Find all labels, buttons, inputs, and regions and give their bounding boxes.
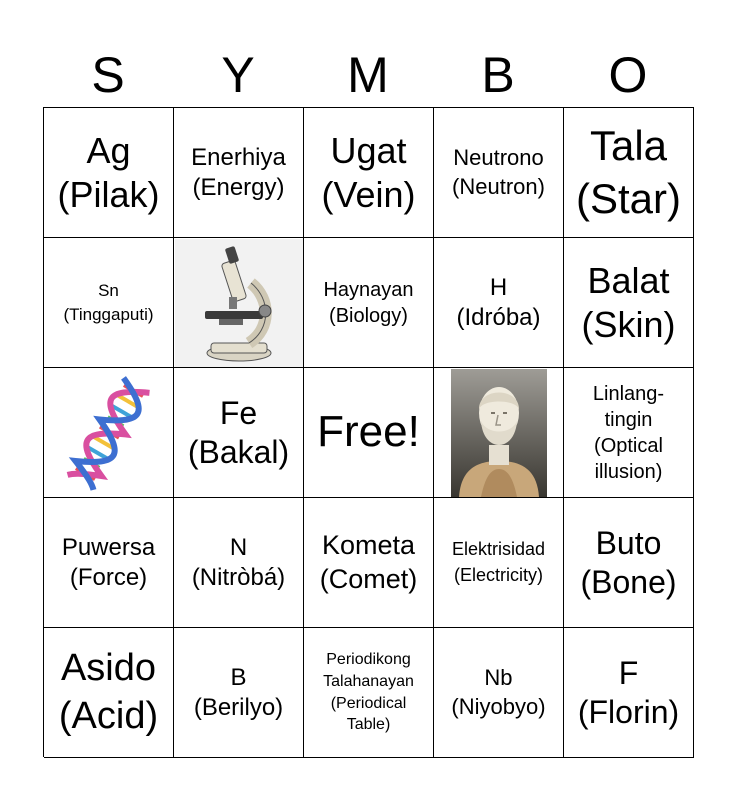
bingo-cell[interactable]: Kometa (Comet) bbox=[304, 498, 434, 628]
bingo-cell[interactable]: Balat (Skin) bbox=[564, 238, 694, 368]
header-letter-y: Y bbox=[221, 47, 255, 103]
bingo-cell-bust[interactable] bbox=[434, 368, 564, 498]
bingo-cell-dna[interactable] bbox=[44, 368, 174, 498]
bingo-cell[interactable]: N (Nitròbá) bbox=[174, 498, 304, 628]
dna-helix-icon bbox=[54, 374, 164, 492]
bingo-cell[interactable]: Tala (Star) bbox=[564, 108, 694, 238]
bingo-cell[interactable]: Asido (Acid) bbox=[44, 628, 174, 758]
bingo-cell[interactable]: Neutrono (Neutron) bbox=[434, 108, 564, 238]
bingo-cell[interactable]: Enerhiya (Energy) bbox=[174, 108, 304, 238]
aristotle-bust-image bbox=[451, 369, 547, 497]
bingo-cell[interactable]: Periodikong Talahanayan (Periodical Table) bbox=[304, 628, 434, 758]
header-letter-b: B bbox=[481, 47, 515, 103]
bingo-cell[interactable]: Haynayan (Biology) bbox=[304, 238, 434, 368]
header-letter-o: O bbox=[608, 47, 648, 103]
bingo-cell[interactable]: Sn (Tinggaputi) bbox=[44, 238, 174, 368]
bingo-cell[interactable]: Ugat (Vein) bbox=[304, 108, 434, 238]
bingo-header bbox=[43, 44, 693, 106]
header-letter-m: M bbox=[347, 47, 389, 103]
bingo-cell[interactable]: Buto (Bone) bbox=[564, 498, 694, 628]
microscope-icon bbox=[175, 239, 303, 367]
header-letter-s: S bbox=[91, 47, 125, 103]
bingo-cell[interactable]: Fe (Bakal) bbox=[174, 368, 304, 498]
bingo-cell[interactable]: H (Idróba) bbox=[434, 238, 564, 368]
bingo-cell[interactable]: Puwersa (Force) bbox=[44, 498, 174, 628]
bingo-cell-microscope[interactable] bbox=[174, 238, 304, 368]
bingo-cell[interactable]: Elektrisidad (Electricity) bbox=[434, 498, 564, 628]
bingo-cell[interactable]: Ag (Pilak) bbox=[44, 108, 174, 238]
free-space[interactable]: Free! bbox=[304, 368, 434, 498]
bingo-grid bbox=[43, 107, 694, 757]
bingo-cell[interactable]: Nb (Niyobyo) bbox=[434, 628, 564, 758]
bingo-cell[interactable]: B (Berilyo) bbox=[174, 628, 304, 758]
bingo-cell[interactable]: F (Florin) bbox=[564, 628, 694, 758]
bingo-cell[interactable]: Linlang- tingin (Optical illusion) bbox=[564, 368, 694, 498]
